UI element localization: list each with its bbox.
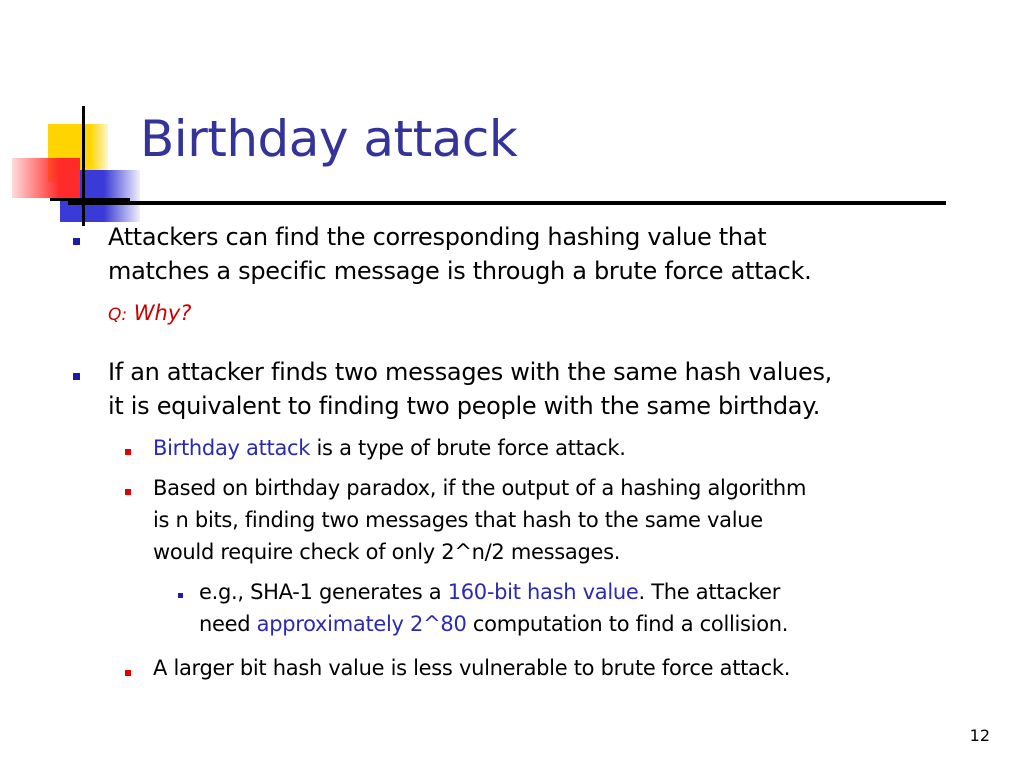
question-prefix: Q: <box>108 305 128 325</box>
birthday-attack-highlight: Birthday attack <box>153 436 311 460</box>
sub-bullet-3: A larger bit hash value is less vulnerable to brute force attack. <box>153 656 791 680</box>
sub-sub-text: . The attacker <box>638 580 781 604</box>
bullet-1-line-2: matches a specific message is through a brute force attack. <box>108 257 812 285</box>
sub-bullet-marker <box>125 489 131 495</box>
bullet-1-line-1: Attackers can find the corresponding hashing value that <box>108 223 767 251</box>
sub-bullet-2-line-3: would require check of only 2^n/2 messages. <box>153 540 621 564</box>
sub-sub-text: computation to find a collision. <box>466 612 789 636</box>
sub-bullet-2-line-1: Based on birthday paradox, if the output of a hashing algorithm <box>153 476 807 500</box>
title-divider <box>68 201 946 205</box>
bullet-marker <box>73 373 80 380</box>
sub-sub-text: need <box>199 612 257 636</box>
bullet-2-line-2: it is equivalent to finding two people with the same birthday. <box>108 392 821 420</box>
sub-bullet-marker <box>125 670 131 676</box>
question-text: Why? <box>127 301 192 325</box>
sub-bullet-1 <box>153 436 626 460</box>
sub-bullet-marker <box>125 449 131 455</box>
corner-decoration-red <box>12 158 80 198</box>
question-note <box>108 301 191 325</box>
sub-sub-text: e.g., SHA-1 generates a <box>199 580 448 604</box>
sub-sub-bullet-line-1 <box>199 580 780 604</box>
bullet-marker <box>73 238 80 245</box>
slide-title: Birthday attack <box>140 110 518 168</box>
sub-sub-bullet-line-2 <box>199 612 788 636</box>
sub-bullet-2-line-2: is n bits, finding two messages that hash to the same value <box>153 508 763 532</box>
hash-size-highlight: 160-bit hash value <box>447 580 639 604</box>
page-number: 12 <box>969 726 990 745</box>
sub-sub-bullet-marker <box>178 593 183 598</box>
bullet-2-line-1: If an attacker finds two messages with the same hash values, <box>108 358 832 386</box>
computation-highlight: approximately 2^80 <box>256 612 467 636</box>
corner-decoration-vertical-line <box>82 106 85 226</box>
sub-bullet-1-rest: is a type of brute force attack. <box>310 436 626 460</box>
